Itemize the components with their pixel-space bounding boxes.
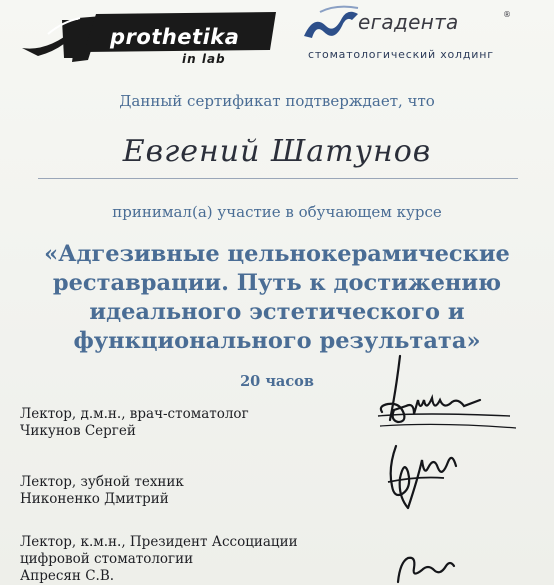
course-title-line: идеального эстетического и xyxy=(89,299,465,325)
registered-mark: ® xyxy=(503,10,511,19)
prothetika-subtitle: in lab xyxy=(182,52,226,66)
lecturer-title: Лектор, д.м.н., врач-стоматолог xyxy=(20,406,249,422)
lecturer-name: Апресян С.В. xyxy=(20,568,115,584)
lecturer-title: Лектор, зубной техник xyxy=(20,474,184,490)
signature-2 xyxy=(378,438,468,518)
lecturer-block xyxy=(20,406,360,440)
name-underline xyxy=(38,178,518,179)
course-title-line: «Адгезивные цельнокерамические xyxy=(44,241,510,267)
confirmation-text: Данный сертификат подтверждает, что xyxy=(119,92,435,110)
megadenta-m-icon xyxy=(300,4,362,44)
megadenta-brand-text: егадента xyxy=(358,10,459,34)
lecturer-block xyxy=(20,474,360,508)
lecturer-title: цифровой стоматологии xyxy=(20,551,194,567)
signature-1 xyxy=(360,350,520,440)
course-title xyxy=(20,240,534,356)
lecturer-title: Лектор, к.м.н., Президент Ассоциации xyxy=(20,534,298,550)
lecturer-name: Никоненко Дмитрий xyxy=(20,491,169,507)
course-hours: 20 часов xyxy=(240,373,314,390)
participation-text: принимал(а) участие в обучающем курсе xyxy=(112,203,442,221)
participant-name: Евгений Шатунов xyxy=(122,134,432,169)
megadenta-tagline: стоматологический холдинг xyxy=(308,48,494,61)
signature-3 xyxy=(388,548,458,585)
prothetika-logo xyxy=(18,8,280,68)
course-title-line: функционального результата» xyxy=(73,328,481,354)
megadenta-logo xyxy=(300,4,540,66)
lecturer-name: Чикунов Сергей xyxy=(20,423,136,439)
course-title-line: реставрации. Путь к достижению xyxy=(52,270,502,296)
prothetika-brand-text: prothetika xyxy=(110,25,240,49)
lecturer-block xyxy=(20,534,360,585)
